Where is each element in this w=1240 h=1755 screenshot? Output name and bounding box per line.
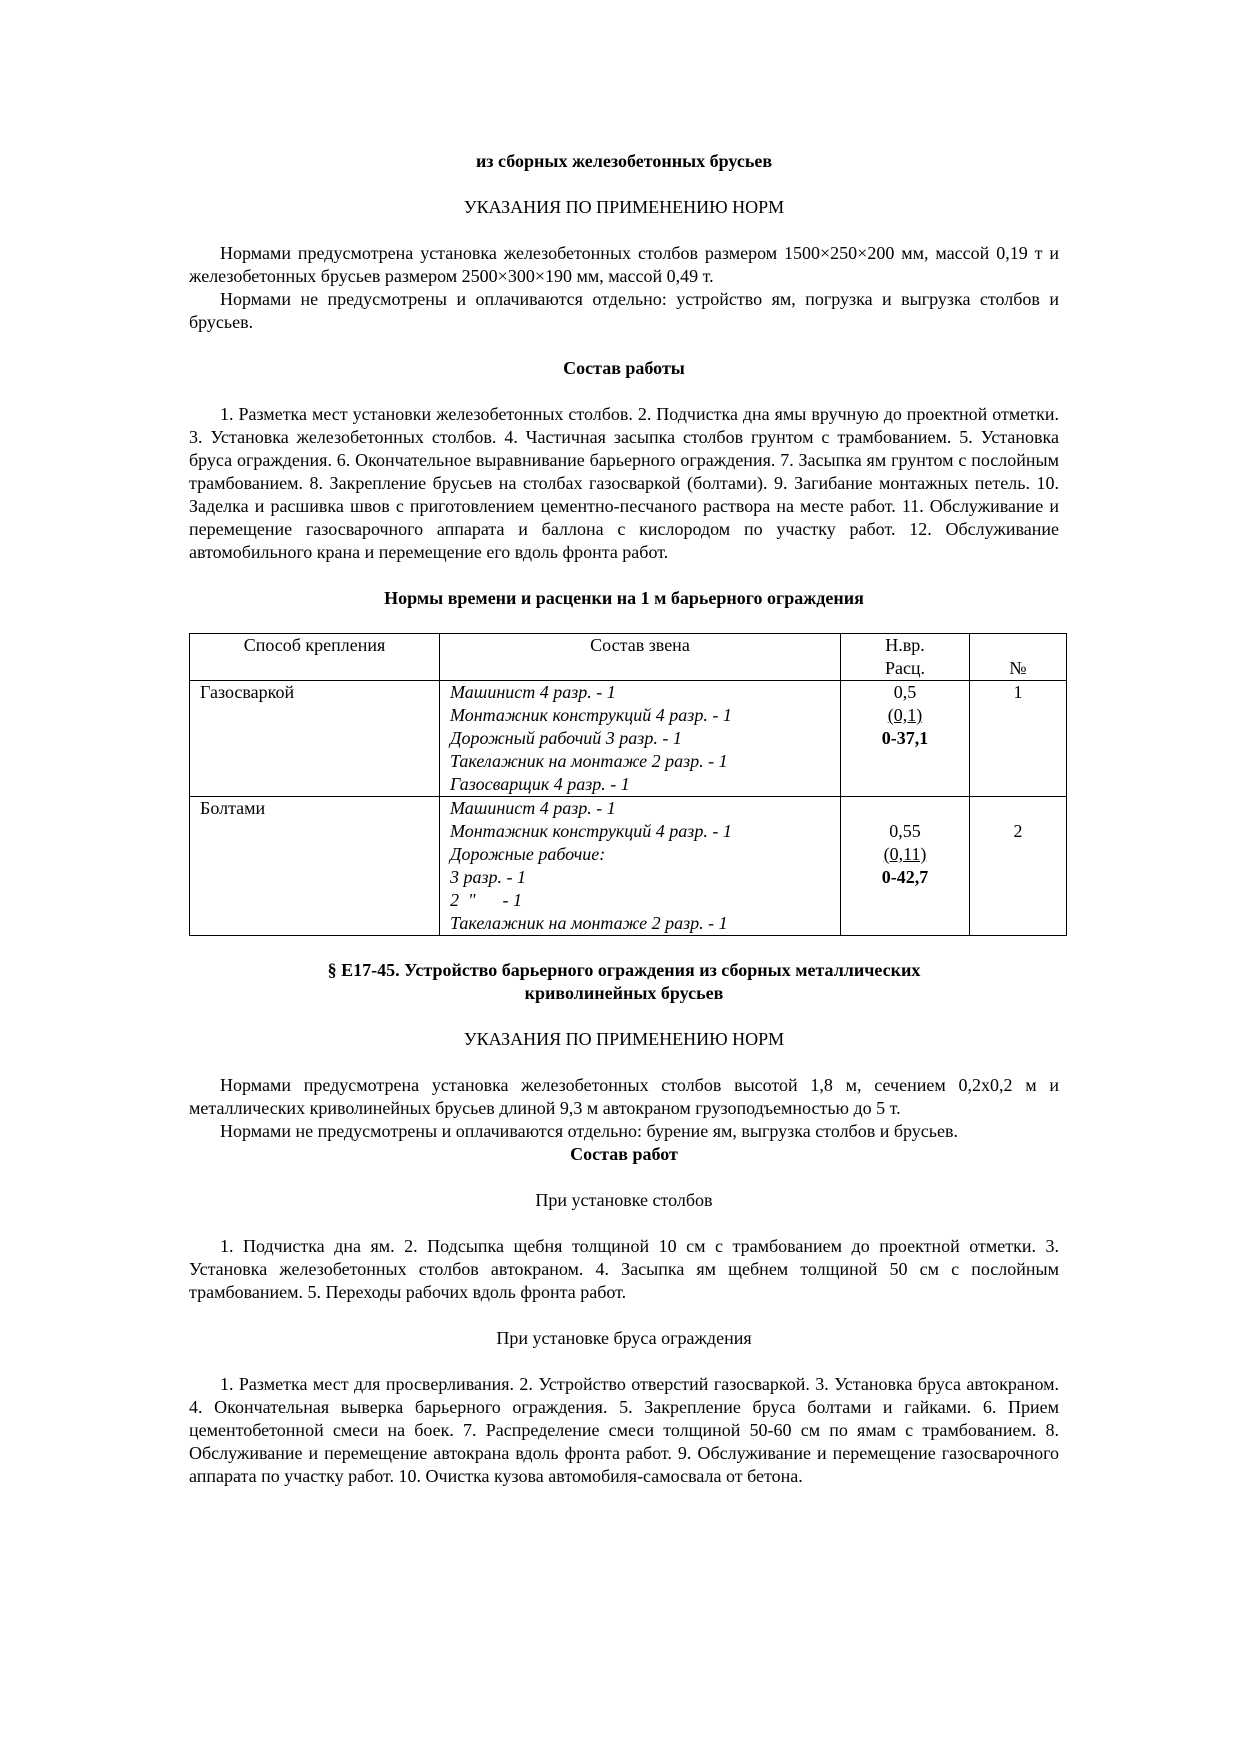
guidance-2-paragraph-1: Нормами предусмотрена установка железобетонных столбов высотой 1,8 м, сечением 0,2х0,2 м и металлических криволинейных брусьев длиной 9,3 м автокраном грузоподъемностью до 5 т. <box>189 1075 1059 1118</box>
header-norm-line1: Н.вр. <box>885 635 925 655</box>
work-composition-text: 1. Разметка мест установки железобетонных столбов. 2. Подчистка дна ямы вручную до проектной отметки. 3. Установка железобетонных столбов. 4. Частичная засыпка столбов грунтом с трамбованием. 5. Установка бруса ограждения. 6. Окончательное выравнивание барьерного ограждения. 7. Засыпка ям грунтом с послойным трамбованием. 8. Закрепление брусьев на столбах газосваркой (болтами). 9. Загибание монтажных петель. 10. Заделка и расшивка швов с приготовлением цементно-песчаного раствора на месте работ. 11. Обслуживание и перемещение газосварочного аппарата и баллона с кислородом по участку работ. 12. Обслуживание автомобильного крана и перемещение его вдоль фронта работ. <box>189 404 1059 562</box>
norms-table-heading: Нормы времени и расценки на 1 м барьерного ограждения <box>384 588 864 608</box>
row-2-method: Болтами <box>190 797 440 936</box>
row-2-norm <box>841 797 970 936</box>
posts-heading: При установке столбов <box>535 1190 713 1210</box>
norms-table <box>189 633 1067 936</box>
work-composition-heading-2: Состав работ <box>570 1144 678 1164</box>
header-norm-line2: Расц. <box>884 658 926 678</box>
row-number: 2 <box>1013 821 1023 841</box>
table-row <box>190 797 1067 936</box>
header-norm <box>841 634 970 681</box>
posts-text: 1. Подчистка дна ям. 2. Подсыпка щебня толщиной 10 см с трамбованием до проектной отметки. 3. Установка железобетонных столбов автокраном. 4. Засыпка ям щебнем толщиной 50 см с послойным трамбованием. 5. Переходы рабочих вдоль фронта работ. <box>189 1236 1059 1302</box>
price-value: 0-42,7 <box>881 867 929 887</box>
crew-line: Машинист 4 разр. - 1 <box>450 682 616 702</box>
row-1-method: Газосваркой <box>190 681 440 797</box>
row-1-num: 1 <box>970 681 1067 797</box>
guidance-heading: УКАЗАНИЯ ПО ПРИМЕНЕНИЮ НОРМ <box>463 197 785 217</box>
norm-value: 0,5 <box>893 682 917 702</box>
section-title-tail: из сборных железобетонных брусьев <box>475 151 773 171</box>
guidance-paragraph-2: Нормами не предусмотрены и оплачиваются отдельно: устройство ям, погрузка и выгрузка столбов и брусьев. <box>189 289 1059 332</box>
crew-line: Монтажник конструкций 4 разр. - 1 <box>450 821 732 841</box>
norm-paren-value: (0,1) <box>887 705 923 725</box>
crew-line: Машинист 4 разр. - 1 <box>450 798 616 818</box>
crew-line: 2 " - 1 <box>450 890 523 910</box>
guidance-2-paragraph-2: Нормами не предусмотрены и оплачиваются отдельно: бурение ям, выгрузка столбов и брусьев. <box>220 1121 958 1141</box>
row-2-crew <box>440 797 841 936</box>
crew-line: Дорожные рабочие: <box>450 844 606 864</box>
document-page <box>189 0 1059 1488</box>
guidance-heading-2: УКАЗАНИЯ ПО ПРИМЕНЕНИЮ НОРМ <box>463 1029 785 1049</box>
beam-heading: При установке бруса ограждения <box>496 1328 752 1348</box>
section-2-title-line1: § Е17-45. Устройство барьерного ограждения из сборных металлических <box>327 960 921 980</box>
crew-line: Такелажник на монтаже 2 разр. - 1 <box>450 913 728 933</box>
crew-line: Такелажник на монтаже 2 разр. - 1 <box>450 751 728 771</box>
header-num <box>970 634 1067 681</box>
norm-value: 0,55 <box>889 821 921 841</box>
section-2-title <box>189 959 1059 1005</box>
row-1-norm <box>841 681 970 797</box>
row-2-num <box>970 797 1067 936</box>
row-1-crew <box>440 681 841 797</box>
header-method: Способ крепления <box>190 634 440 681</box>
crew-line: Дорожный рабочий 3 разр. - 1 <box>450 728 682 748</box>
crew-line: 3 разр. - 1 <box>450 867 527 887</box>
price-value: 0-37,1 <box>881 728 929 748</box>
section-2-title-line2: криволинейных брусьев <box>524 983 724 1003</box>
table-row <box>190 681 1067 797</box>
work-composition-heading: Состав работы <box>563 358 685 378</box>
guidance-paragraph-1: Нормами предусмотрена установка железобетонных столбов размером 1500×250×200 мм, массой 0,19 т и железобетонных брусьев размером 2500×300×190 мм, массой 0,49 т. <box>189 243 1059 286</box>
norm-paren-value: (0,11) <box>883 844 927 864</box>
beam-text: 1. Разметка мест для просверливания. 2. Устройство отверстий газосваркой. 3. Установка бруса автокраном. 4. Окончательная выверка барьерного ограждения. 5. Закрепление бруса болтами и гайками. 6. Прием цементобетонной смеси на боек. 7. Распределение смеси толщиной 50-60 см по ямам с трамбованием. 8. Обслуживание и перемещение автокрана вдоль фронта работ. 9. Обслуживание и перемещение газосварочного аппарата по участку работ. 10. Очистка кузова автомобиля-самосвала от бетона. <box>189 1374 1059 1486</box>
crew-line: Монтажник конструкций 4 разр. - 1 <box>450 705 732 725</box>
crew-line: Газосварщик 4 разр. - 1 <box>450 774 630 794</box>
header-num-label: № <box>1009 658 1027 678</box>
header-crew: Состав звена <box>440 634 841 681</box>
table-header-row <box>190 634 1067 681</box>
